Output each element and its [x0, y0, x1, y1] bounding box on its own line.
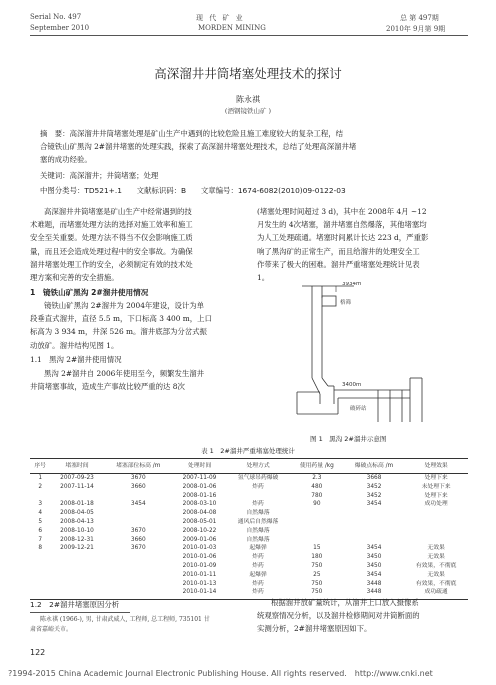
- page-title: 高深溜井井筒堵塞处理技术的探讨: [154, 66, 342, 81]
- table-cell: 750: [311, 580, 323, 587]
- table-cell: 有效果，不彻底: [415, 562, 457, 569]
- watermark: ?1994-2015 China Academic Journal Electronic Publishing House. All rights reserved. http://www.cnki.net: [8, 669, 433, 678]
- table-row: [30, 544, 468, 553]
- table-cell: [404, 536, 468, 545]
- text-line: 作带来了极大的困难。溜井严重堵塞处理统计见表: [257, 259, 420, 269]
- table-header-cell: 堵塞时间: [50, 459, 103, 474]
- figure-caption: 图 1 黑沟 2#溜井示意图: [310, 435, 387, 443]
- abstract-line: 塞的成功经验。: [40, 155, 92, 164]
- table-cell: 3450: [366, 562, 382, 569]
- table-cell: [104, 588, 173, 599]
- author: 陈永祺: [236, 95, 260, 104]
- table-cell: 3448: [344, 588, 404, 599]
- table-cell: 2010-01-09: [182, 562, 217, 569]
- table-row: [30, 553, 468, 562]
- table-cell: 2010-01-06: [182, 554, 217, 561]
- footnote-text-2: 肃省嘉峪关市。: [30, 626, 73, 633]
- table-cell: 氢气球吊药爆破: [237, 475, 279, 481]
- text-line: 安全至关重要。处理方法不得当不仅会影响施工质: [30, 233, 193, 243]
- table-cell: 自然爆落: [246, 510, 270, 517]
- table-cell: 起爆弹: [249, 571, 267, 578]
- text-line: 1。: [257, 273, 270, 283]
- text-line: 术难题，而堵塞处理方法的选择对施工效率和施工: [30, 220, 193, 230]
- text-line: 动放矿。溜井结构见图 1。: [30, 340, 119, 350]
- table-cell: 25: [313, 571, 321, 578]
- table-cell: [50, 571, 103, 580]
- table-cell: 3454: [366, 545, 382, 552]
- table-cell: 2010-01-03: [182, 545, 217, 552]
- table-cell: 自然爆落: [246, 536, 270, 543]
- section-1-1-heading: 1.1 黑沟 2#溜井使用情况: [30, 355, 122, 364]
- table-cell: 180: [311, 554, 323, 561]
- table-cell: 2008-12-31: [60, 536, 94, 543]
- table-cell: 8: [38, 545, 43, 552]
- footnote: [30, 615, 210, 635]
- table-cell: 炸药: [252, 580, 264, 587]
- table-cell: [50, 562, 103, 571]
- table-cell: 2.3: [312, 475, 322, 481]
- abstract-line: 摘 要：高深溜井井筒堵塞处理是矿山生产中遇到的比较危险且施工难度较大的复杂工程，结: [40, 129, 344, 138]
- table-cell: [290, 527, 344, 536]
- table-cell: 成功疏通: [404, 588, 468, 599]
- table-cell: 2007-09-23: [60, 475, 94, 481]
- table-cell: 炸药: [252, 501, 264, 508]
- table-cell: [344, 509, 404, 518]
- table-cell: 7: [38, 536, 43, 543]
- elevation-top-label: 3934m: [342, 282, 362, 287]
- table-header-cell: 爆破点标高 /m: [344, 459, 404, 474]
- abstract-line: 合镜铁山矿黑沟 2#溜井堵塞的处理实践，探索了高深溜井堵塞处理技术，总结了处理高深溜井堵: [40, 142, 357, 151]
- table-cell: 2010-01-11: [182, 571, 217, 578]
- table-cell: 成功处理: [424, 501, 448, 508]
- text-line: 理方案和完善的安全措施。: [30, 273, 119, 283]
- table-cell: 480 780: [311, 483, 323, 499]
- text-line: 井筒堵塞事故，造成生产事故比较严重的达 8次: [30, 382, 185, 392]
- text-line: 响了黑沟矿的正常生产，而且给溜井的处理安全工: [257, 246, 420, 256]
- table-cell: [104, 580, 173, 589]
- table-row: [30, 474, 468, 483]
- table-cell: 3448: [366, 580, 382, 587]
- crusher-label: 破碎站: [350, 406, 367, 412]
- table-cell: [404, 527, 468, 536]
- table-cell: 炸药: [226, 588, 290, 599]
- table-cell: 3452 3452: [366, 483, 382, 499]
- table-row: [30, 580, 468, 589]
- table-cell: 起爆弹: [249, 545, 267, 552]
- table-cell: 未处理下来 处理下来: [421, 483, 451, 499]
- header-vol-left-1: Serial No. 497: [30, 13, 82, 21]
- table-header-cell: 堵塞部位标高 /m: [104, 459, 173, 474]
- table-cell: 15: [313, 545, 321, 552]
- table-cell: 炸药: [252, 562, 264, 569]
- table-cell: 2008-10-10: [60, 527, 94, 534]
- table-cell: 2007-11-09: [182, 475, 217, 481]
- table-cell: 3668: [366, 475, 382, 481]
- text-line: (堵塞处理时间超过 3 d)，其中在 2008年 4月 ~12: [257, 207, 427, 216]
- table-body: [30, 474, 468, 600]
- table-cell: 3660: [130, 483, 146, 490]
- table-row: [30, 527, 468, 536]
- table-cell: [104, 518, 173, 527]
- table-cell: [344, 518, 404, 527]
- text-line: 黑沟 2#溜井自 2006年使用至今，频繁发生溜井: [44, 369, 205, 378]
- header-vol-right-1: 总 第 497期: [400, 14, 439, 22]
- header-journal-cn: 现 代 矿 业: [196, 14, 245, 22]
- section-1-1-paragraph: [30, 367, 204, 393]
- table-cell: 3450: [366, 554, 382, 561]
- table-cell: 6: [38, 527, 43, 534]
- text-line: 段垂直式溜井，直径 5.5 m，下口标高 3 400 m，上口: [30, 314, 212, 324]
- table-cell: [344, 536, 404, 545]
- table-cell: [290, 518, 344, 527]
- table-cell: 2010-01-14: [173, 588, 226, 599]
- table-cell: 2010-01-13: [182, 580, 217, 587]
- table-cell: 处理下来: [424, 475, 448, 481]
- table-row: [30, 518, 468, 527]
- text-line: 标高为 3 934 m，井深 526 m。溜井底部为分岔式振: [30, 327, 207, 337]
- table-cell: [344, 527, 404, 536]
- table-cell: 750: [311, 562, 323, 569]
- table-cell: 2009-01-06: [182, 536, 217, 543]
- table-cell: [30, 580, 50, 589]
- table-cell: 5: [38, 518, 43, 525]
- table-row: [30, 483, 468, 501]
- table-header-cell: 使用药量 /kg: [290, 459, 344, 474]
- text-line: 月发生的 4次堵塞，溜井堵塞自然爆落，其他堵塞均: [257, 220, 427, 230]
- table-cell: [290, 536, 344, 545]
- table-cell: 3454: [366, 571, 382, 578]
- table-cell: 3454: [366, 501, 382, 508]
- intro-paragraph: [30, 205, 193, 284]
- table-cell: 2: [38, 483, 43, 490]
- table-cell: [290, 509, 344, 518]
- table-cell: 2009-12-21: [60, 545, 94, 552]
- text-line: 为人工处理疏通。堵塞时间累计长达 223 d，严重影: [257, 233, 429, 243]
- table-header-cell: 处理时间: [173, 459, 226, 474]
- header-rule: [30, 35, 468, 36]
- text-line: 溜井堵塞处理工作的安全，必须制定有效的技术处: [30, 259, 193, 269]
- table-cell: [404, 518, 468, 527]
- table-row: [30, 509, 468, 518]
- table-row: [30, 571, 468, 580]
- table-cell: 3454: [130, 501, 146, 508]
- text-line: 量，而且还会造成处理过程中的安全事故。为确保: [30, 246, 193, 256]
- header-journal-en: MORDEN MINING: [198, 24, 266, 32]
- table-cell: 无效果: [427, 554, 445, 561]
- table-cell: 2008-01-18: [60, 501, 94, 508]
- table-cell: 90: [313, 501, 321, 508]
- cause-paragraph: [257, 596, 420, 636]
- figure-ore-pass-diagram: [292, 282, 442, 432]
- keywords: 关键词：高深溜井；井筒堵塞；处理: [40, 171, 159, 180]
- table-cell: 2008-03-10: [182, 501, 217, 508]
- table-cell: [30, 553, 50, 562]
- classification: 中图分类号：TD521+.1 文献标识码：B 文章编号：1674-6082(2010)09-0122-03: [40, 186, 346, 195]
- section-1-2-heading: 1.2 2#溜井堵塞原因分析: [30, 600, 120, 609]
- header-vol-left-2: September 2010: [30, 24, 90, 32]
- section-1-paragraph: [30, 299, 212, 352]
- abstract: [40, 127, 356, 166]
- table-cell: 2008-04-08: [182, 510, 217, 517]
- blockage-table: [30, 458, 468, 600]
- section-1-heading: 1 镜铁山矿黑沟 2#溜井使用情况: [30, 288, 149, 297]
- grate-label: 格筛: [340, 300, 352, 306]
- table-cell: 3660: [130, 536, 146, 543]
- table-caption: 表 1 2#溜井严重堵塞处理统计: [201, 447, 295, 455]
- table-header-cell: 序号: [30, 459, 50, 474]
- text-line: 实测分析，2#溜井堵塞原因如下。: [257, 624, 372, 634]
- table-cell: 无效果: [427, 571, 445, 578]
- table-cell: 无效果: [427, 545, 445, 552]
- page-number: 122: [30, 648, 46, 657]
- table-cell: 2008-04-05: [60, 510, 94, 517]
- table-cell: 炸药: [252, 483, 264, 490]
- table-cell: 自然爆落: [246, 527, 270, 534]
- table-row: [30, 500, 468, 509]
- footnote-rule: [30, 612, 130, 613]
- right-paragraph: [257, 205, 428, 284]
- table-row: [30, 536, 468, 545]
- header-vol-right-2: 2010年 9月第 9期: [386, 25, 446, 33]
- table-cell: 炸药: [252, 554, 264, 561]
- table-cell: [50, 553, 103, 562]
- elevation-bottom-label: 3400m: [342, 382, 362, 388]
- table-cell: [30, 562, 50, 571]
- table-cell: [104, 509, 173, 518]
- table-row: [30, 562, 468, 571]
- table-cell: [50, 580, 103, 589]
- table-cell: [104, 553, 173, 562]
- table-cell: 750: [290, 588, 344, 599]
- table-cell: 1: [38, 475, 43, 481]
- table-cell: [30, 588, 50, 599]
- table-header-row: [30, 459, 468, 474]
- text-line: 镜铁山矿黑沟 2#溜井为 2004年建设，设计为单: [44, 301, 205, 310]
- table-cell: 通风后自然爆落: [237, 518, 279, 525]
- text-line: 根据溜井放矿量统计，从溜井上口放入摄像系: [271, 598, 419, 607]
- table-cell: [30, 571, 50, 580]
- table-cell: 2007-11-14: [60, 483, 94, 490]
- table-header-cell: 处理效果: [404, 459, 468, 474]
- table-cell: [104, 562, 173, 571]
- table-cell: [404, 509, 468, 518]
- text-line: 统观察情况分析，以及溜井检修期间对井筒断面的: [257, 611, 420, 621]
- table-cell: [50, 588, 103, 599]
- affiliation: (酒钢镜铁山矿 ): [224, 107, 272, 115]
- table-cell: 4: [38, 510, 43, 517]
- table-cell: 3670: [130, 527, 146, 534]
- table-cell: 2008-10-22: [182, 527, 217, 534]
- table-cell: 有效果，不彻底: [415, 580, 457, 587]
- footnote-text: 陈永祺 (1966-), 男, 甘肃武威人, 工程师, 总工程师, 735101 甘: [40, 616, 210, 623]
- table-cell: [104, 571, 173, 580]
- table-cell: 2008-01-06 2008-01-16: [182, 483, 217, 499]
- table-cell: 3670: [130, 475, 146, 481]
- table-cell: 3: [38, 501, 43, 508]
- table-cell: 2008-05-01: [182, 518, 217, 525]
- table-cell: 2008-04-13: [60, 518, 94, 525]
- text-line: 高深溜井井筒堵塞是矿山生产中经常遇到的技: [44, 207, 192, 216]
- table-cell: 3670: [130, 545, 146, 552]
- table-header-cell: 处理方式: [226, 459, 290, 474]
